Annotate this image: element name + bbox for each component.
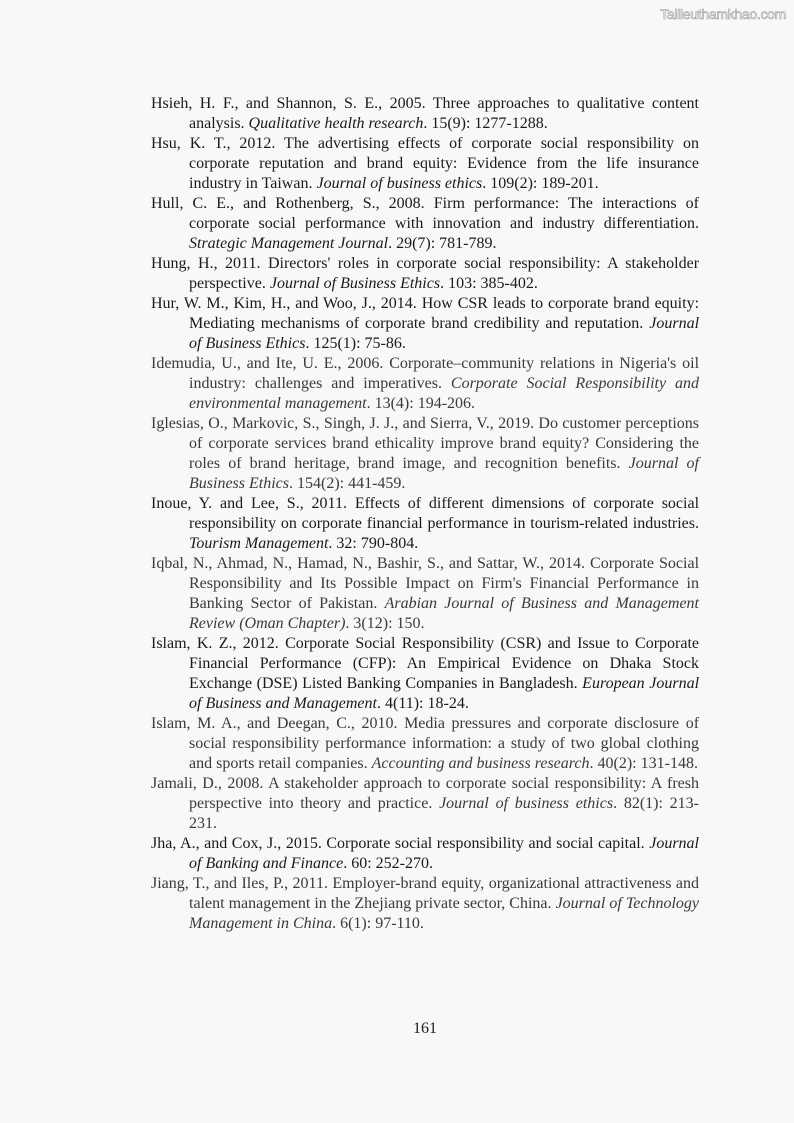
reference-details: . 103: 385-402.: [440, 275, 538, 292]
reference-journal: Journal of Banking and Finance: [189, 835, 699, 872]
reference-details: . 60: 252-270.: [343, 855, 433, 872]
reference-authors-year: Hsieh, H. F., and Shannon, S. E., 2005.: [151, 95, 426, 112]
reference-entry: [151, 774, 699, 834]
reference-title: Do customer perceptions of corporate services brand ethicality improve brand equity? Considering the roles of brand heritage, brand image, and recognition benefits.: [189, 415, 700, 472]
reference-entry: [151, 354, 699, 414]
reference-title: How CSR leads to corporate brand equity: Mediating mechanisms of corporate brand credibility and reputation.: [189, 295, 700, 332]
reference-title: Corporate–community relations in Nigeria's oil industry: challenges and imperatives.: [189, 355, 700, 392]
reference-title: Employer-brand equity, organizational attractiveness and talent management in the Zhejiang private sector, China.: [189, 875, 699, 912]
reference-journal: Qualitative health research: [248, 115, 424, 132]
reference-details: . 109(2): 189-201.: [482, 175, 599, 192]
reference-entry: [151, 494, 699, 554]
reference-title: A stakeholder approach to corporate social responsibility: A fresh perspective into theory and practice.: [189, 775, 700, 812]
reference-journal: Journal of Business Ethics: [189, 455, 699, 492]
reference-entry: [151, 194, 699, 254]
reference-title: Corporate Social Responsibility and Its Possible Impact on Firm's Financial Performance in Banking Sector of Pakistan.: [189, 555, 700, 612]
reference-authors-year: Jiang, T., and Iles, P., 2011.: [151, 875, 328, 892]
reference-authors-year: Hsu, K. T., 2012.: [151, 135, 276, 152]
reference-entry: [151, 834, 699, 874]
reference-details: . 154(2): 441-459.: [289, 475, 406, 492]
reference-details: . 40(2): 131-148.: [589, 755, 698, 772]
reference-journal: Corporate Social Responsibility and environmental management: [189, 375, 700, 412]
page-number: 161: [413, 1020, 437, 1037]
reference-journal: Tourism Management: [189, 535, 329, 552]
reference-journal: Journal of Technology Management in China: [189, 895, 700, 932]
reference-entry: [151, 554, 699, 634]
reference-entry: [151, 634, 699, 714]
reference-authors-year: Jamali, D., 2008.: [151, 775, 264, 792]
reference-journal: Journal of Business Ethics: [269, 275, 441, 292]
reference-journal: Journal of business ethics: [439, 795, 614, 812]
reference-entry: [151, 94, 699, 134]
reference-entry: [151, 874, 699, 934]
reference-details: . 4(11): 18-24.: [376, 695, 469, 712]
reference-authors-year: Jha, A., and Cox, J., 2015.: [151, 835, 322, 852]
reference-details: . 32: 790-804.: [328, 535, 419, 552]
reference-entry: [151, 294, 699, 354]
reference-title: Corporate Social Responsibility (CSR) and Issue to Corporate Financial Performance (CFP): An Empirical Evidence on Dhaka Stock Exchange (DSE) Listed Banking Companies in Bangladesh.: [189, 635, 700, 692]
reference-authors-year: Hur, W. M., Kim, H., and Woo, J., 2014.: [151, 295, 417, 312]
reference-details: . 125(1): 75-86.: [305, 335, 406, 352]
reference-details: . 29(7): 781-789.: [388, 235, 497, 252]
reference-journal: Arabian Journal of Business and Management Review (Oman Chapter): [189, 595, 700, 632]
reference-authors-year: Hull, C. E., and Rothenberg, S., 2008.: [151, 195, 425, 212]
watermark: Tailieuthamkhao.com: [660, 6, 786, 22]
reference-details: . 6(1): 97-110.: [332, 915, 424, 932]
reference-journal: Accounting and business research: [371, 755, 590, 772]
reference-details: . 82(1): 213-231.: [189, 795, 700, 832]
reference-title: Firm performance: The interactions of corporate social performance with innovation and industry differentiation.: [189, 195, 700, 232]
reference-authors-year: Iglesias, O., Markovic, S., Singh, J. J., and Sierra, V., 2019.: [151, 415, 535, 432]
reference-list: [151, 94, 699, 934]
reference-title: Media pressures and corporate disclosure of social responsibility performance information: a study of two global clothing and sports retail companies.: [189, 715, 700, 772]
reference-details: . 3(12): 150.: [345, 615, 425, 632]
reference-entry: [151, 414, 699, 494]
reference-title: Three approaches to qualitative content analysis.: [189, 95, 699, 132]
reference-authors-year: Idemudia, U., and Ite, U. E., 2006.: [151, 355, 384, 372]
reference-journal: Strategic Management Journal: [189, 235, 389, 252]
reference-entry: [151, 134, 699, 194]
reference-authors-year: Iqbal, N., Ahmad, N., Hamad, N., Bashir, S., and Sattar, W., 2014.: [151, 555, 586, 572]
reference-authors-year: Inoue, Y. and Lee, S., 2011.: [151, 495, 347, 512]
reference-title: Directors' roles in corporate social responsibility: A stakeholder perspective.: [189, 255, 700, 292]
reference-details: . 13(4): 194-206.: [366, 395, 476, 412]
reference-journal: Journal of business ethics: [316, 175, 483, 192]
reference-authors-year: Islam, K. Z., 2012.: [151, 635, 279, 652]
reference-authors-year: Hung, H., 2011.: [151, 255, 261, 272]
reference-journal: European Journal of Business and Management: [189, 675, 700, 712]
reference-title: Effects of different dimensions of corporate social responsibility on corporate financial performance in tourism-related industries.: [189, 495, 700, 532]
reference-title: The advertising effects of corporate social responsibility on corporate reputation and brand equity: Evidence from the life insurance industry in Taiwan.: [189, 135, 699, 192]
reference-entry: [151, 714, 699, 774]
reference-journal: Journal of Business Ethics: [189, 315, 700, 352]
reference-details: . 15(9): 1277-1288.: [423, 115, 548, 132]
reference-authors-year: Islam, M. A., and Deegan, C., 2010.: [151, 715, 398, 732]
reference-title: Corporate social responsibility and social capital.: [326, 835, 645, 852]
reference-entry: [151, 254, 699, 294]
